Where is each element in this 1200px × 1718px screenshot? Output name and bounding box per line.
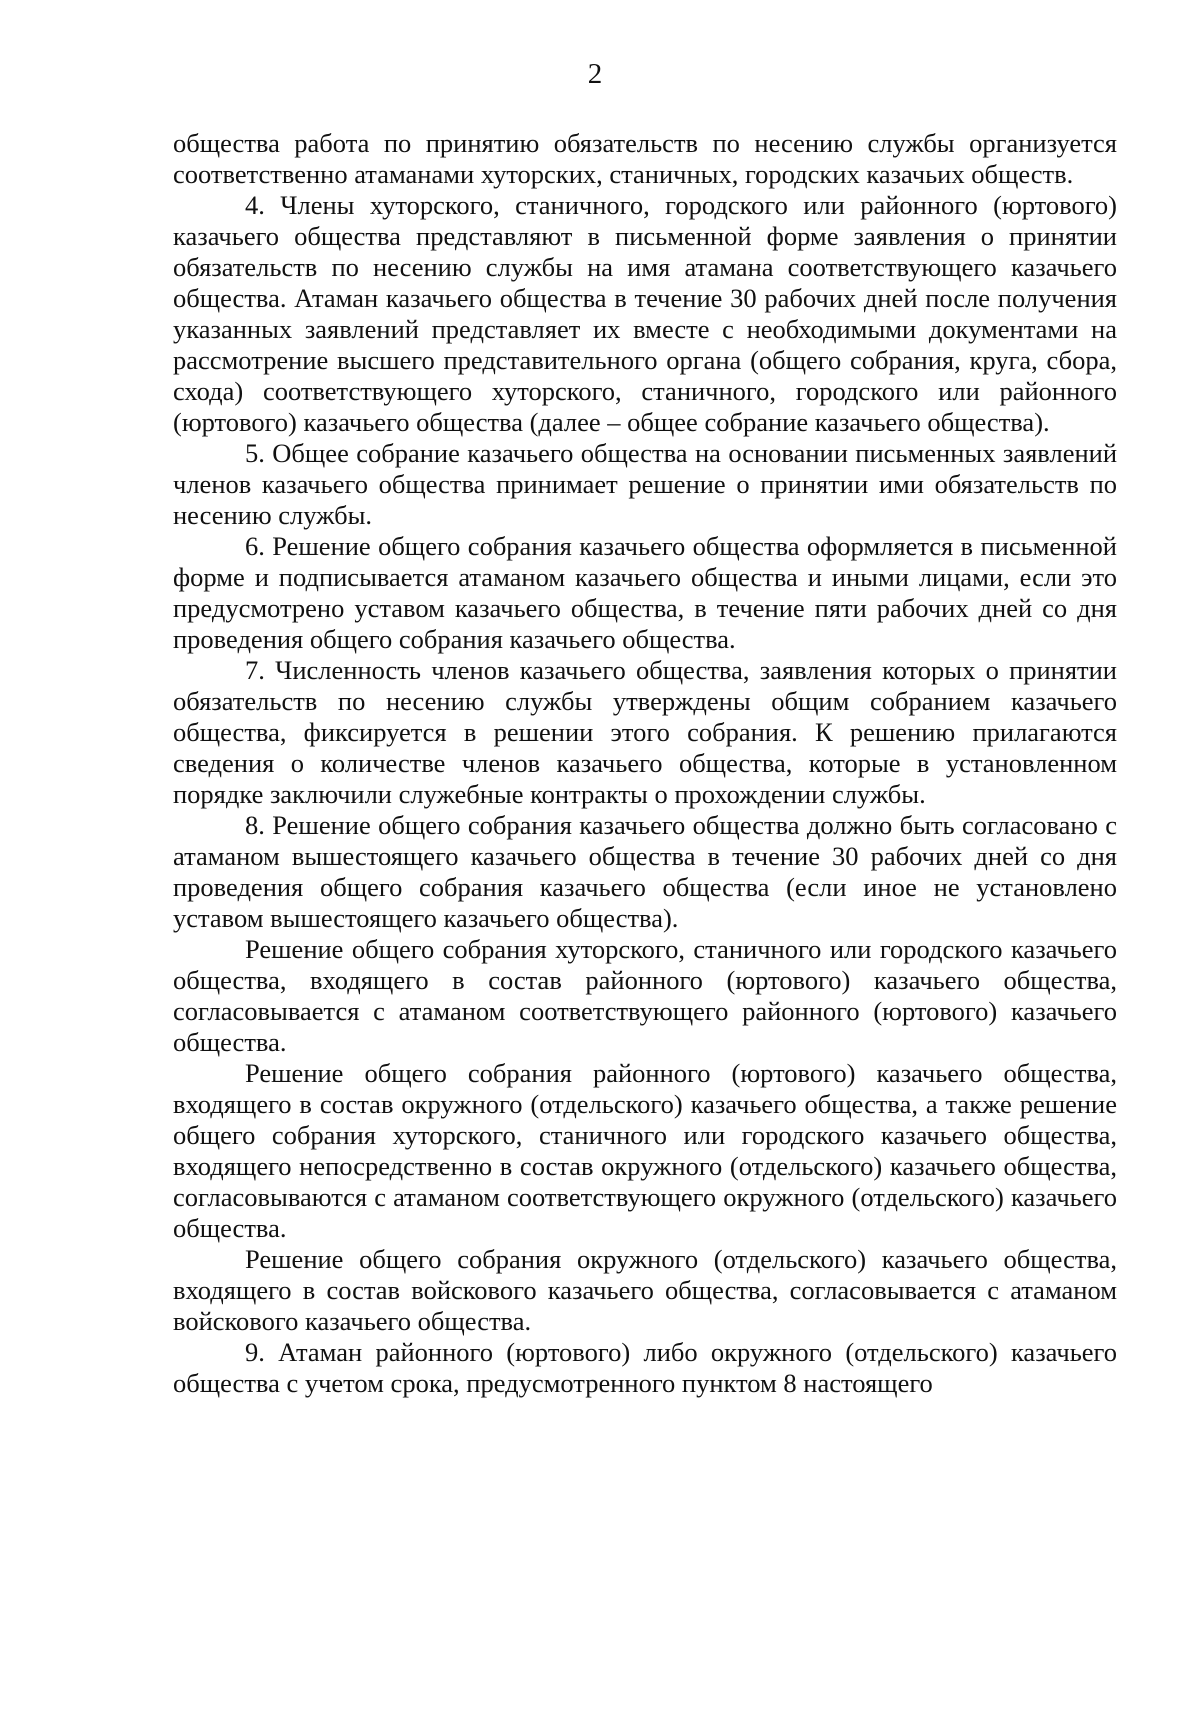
page-number: 2 (587, 58, 603, 90)
document-body (173, 128, 1117, 1399)
paragraph-item-7: 7. Численность членов казачьего общества, заявления которых о принятии обязательств по несению службы утверждены общим собранием казачьего общества, фиксируется в решении этого собрания. К решению прилагаются сведения о количестве членов казачьего общества, которые в установленном порядке заключили служебные контракты о прохождении службы. (173, 655, 1117, 809)
paragraph-item-8-part-2: Решение общего собрания хуторского, станичного или городского казачьего общества, входящего в состав районного (юртового) казачьего общества, согласовывается с атаманом соответствующего районного (юртового) казачьего общества. (173, 934, 1117, 1057)
paragraph-item-9: 9. Атаман районного (юртового) либо окружного (отдельского) казачьего общества с учетом срока, предусмотренного пунктом 8 настоящего (173, 1337, 1117, 1398)
paragraph-continuation: общества работа по принятию обязательств по несению службы организуется соответственно атаманами хуторских, станичных, городских казачьих обществ. (173, 128, 1117, 189)
paragraph-item-4: 4. Члены хуторского, станичного, городского или районного (юртового) казачьего общества представляют в письменной форме заявления о принятии обязательств по несению службы на имя атамана соответствующего казачьего общества. Атаман казачьего общества в течение 30 рабочих дней после получения указанных заявлений представляет их вместе с необходимыми документами на рассмотрение высшего представительного органа (общего собрания, круга, сбора, схода) соответствующего хуторского, станичного, городского или районного (юртового) казачьего общества (далее – общее собрание казачьего общества). (173, 190, 1117, 437)
paragraph-item-8-part-4: Решение общего собрания окружного (отдельского) казачьего общества, входящего в состав войскового казачьего общества, согласовывается с атаманом войскового казачьего общества. (173, 1244, 1117, 1336)
paragraph-item-8-part-3: Решение общего собрания районного (юртового) казачьего общества, входящего в состав окружного (отдельского) казачьего общества, а также решение общего собрания хуторского, станичного или городского казачьего общества, входящего непосредственно в состав окружного (отдельского) казачьего общества, согласовываются с атаманом соответствующего окружного (отдельского) казачьего общества. (173, 1058, 1117, 1243)
paragraph-item-6: 6. Решение общего собрания казачьего общества оформляется в письменной форме и подписывается атаманом казачьего общества и иными лицами, если это предусмотрено уставом казачьего общества, в течение пяти рабочих дней со дня проведения общего собрания казачьего общества. (173, 531, 1117, 654)
paragraph-item-8: 8. Решение общего собрания казачьего общества должно быть согласовано с атаманом вышестоящего казачьего общества в течение 30 рабочих дней со дня проведения общего собрания казачьего общества (если иное не установлено уставом вышестоящего казачьего общества). (173, 810, 1117, 933)
paragraph-item-5: 5. Общее собрание казачьего общества на основании письменных заявлений членов казачьего общества принимает решение о принятии ими обязательств по несению службы. (173, 438, 1117, 530)
